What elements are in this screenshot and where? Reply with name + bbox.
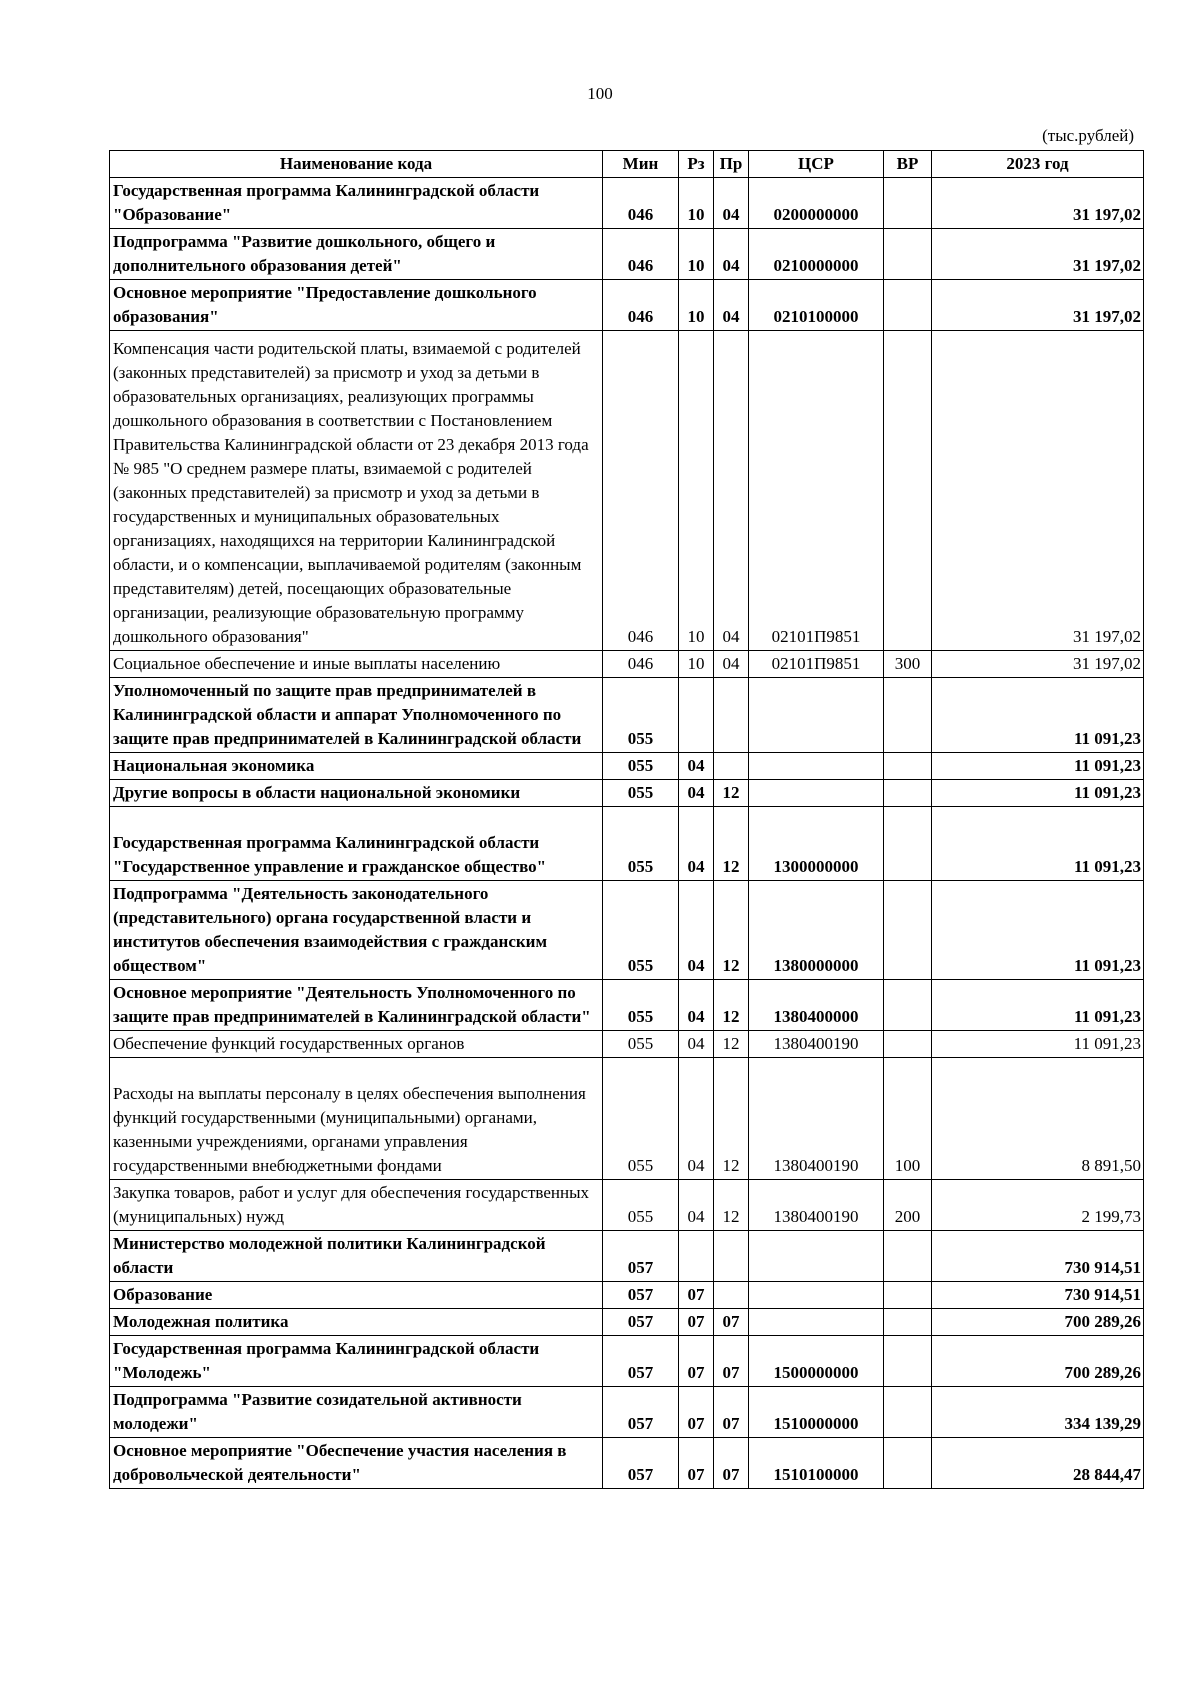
table-row bbox=[110, 1180, 1144, 1231]
cell-pr: 12 bbox=[714, 780, 749, 807]
cell-vr bbox=[884, 780, 932, 807]
table-row bbox=[110, 1231, 1144, 1282]
cell-vr bbox=[884, 881, 932, 980]
cell-pr: 12 bbox=[714, 1180, 749, 1231]
cell-name: Государственная программа Калининградской области "Государственное управление и гражданское общество" bbox=[110, 807, 603, 881]
cell-vr bbox=[884, 178, 932, 229]
cell-name: Образование bbox=[110, 1282, 603, 1309]
cell-min: 057 bbox=[603, 1282, 679, 1309]
table-row bbox=[110, 651, 1144, 678]
cell-name: Социальное обеспечение и иные выплаты населению bbox=[110, 651, 603, 678]
cell-amount: 31 197,02 bbox=[932, 331, 1144, 651]
cell-pr: 04 bbox=[714, 229, 749, 280]
cell-name: Обеспечение функций государственных органов bbox=[110, 1031, 603, 1058]
cell-name: Молодежная политика bbox=[110, 1309, 603, 1336]
cell-vr bbox=[884, 1282, 932, 1309]
cell-pr: 07 bbox=[714, 1438, 749, 1489]
cell-vr bbox=[884, 1438, 932, 1489]
cell-min: 055 bbox=[603, 780, 679, 807]
cell-rz: 04 bbox=[679, 1058, 714, 1180]
header-row bbox=[110, 151, 1144, 178]
cell-rz: 10 bbox=[679, 280, 714, 331]
cell-rz bbox=[679, 678, 714, 753]
cell-csr: 1500000000 bbox=[749, 1336, 884, 1387]
cell-csr: 02101П9851 bbox=[749, 651, 884, 678]
cell-name: Подпрограмма "Деятельность законодательного (представительного) органа государственной власти и институтов обеспечения взаимодействия с гражданским обществом" bbox=[110, 881, 603, 980]
cell-pr: 07 bbox=[714, 1309, 749, 1336]
cell-min: 046 bbox=[603, 229, 679, 280]
cell-min: 055 bbox=[603, 881, 679, 980]
cell-rz: 10 bbox=[679, 178, 714, 229]
cell-rz: 07 bbox=[679, 1309, 714, 1336]
cell-name: Подпрограмма "Развитие дошкольного, общего и дополнительного образования детей" bbox=[110, 229, 603, 280]
table-row bbox=[110, 1336, 1144, 1387]
cell-name: Уполномоченный по защите прав предпринимателей в Калининградской области и аппарат Уполномоченного по защите прав предпринимателей в Калининградской области bbox=[110, 678, 603, 753]
cell-amount: 31 197,02 bbox=[932, 229, 1144, 280]
cell-amount: 11 091,23 bbox=[932, 780, 1144, 807]
table-row bbox=[110, 331, 1144, 651]
cell-amount: 8 891,50 bbox=[932, 1058, 1144, 1180]
cell-name: Основное мероприятие "Деятельность Уполномоченного по защите прав предпринимателей в Калининградской области" bbox=[110, 980, 603, 1031]
cell-vr: 300 bbox=[884, 651, 932, 678]
cell-min: 046 bbox=[603, 178, 679, 229]
table-row bbox=[110, 780, 1144, 807]
cell-amount: 31 197,02 bbox=[932, 280, 1144, 331]
cell-csr: 1380000000 bbox=[749, 881, 884, 980]
cell-rz: 07 bbox=[679, 1336, 714, 1387]
cell-rz: 10 bbox=[679, 331, 714, 651]
header-name: Наименование кода bbox=[110, 151, 603, 178]
cell-min: 046 bbox=[603, 280, 679, 331]
cell-vr bbox=[884, 1031, 932, 1058]
cell-vr: 100 bbox=[884, 1058, 932, 1180]
cell-amount: 334 139,29 bbox=[932, 1387, 1144, 1438]
cell-pr bbox=[714, 678, 749, 753]
cell-csr bbox=[749, 1282, 884, 1309]
budget-table bbox=[109, 150, 1144, 1489]
cell-vr bbox=[884, 753, 932, 780]
cell-amount: 11 091,23 bbox=[932, 881, 1144, 980]
cell-name: Министерство молодежной политики Калининградской области bbox=[110, 1231, 603, 1282]
cell-name: Национальная экономика bbox=[110, 753, 603, 780]
cell-min: 055 bbox=[603, 980, 679, 1031]
cell-vr bbox=[884, 807, 932, 881]
cell-csr: 1510100000 bbox=[749, 1438, 884, 1489]
cell-min: 057 bbox=[603, 1387, 679, 1438]
cell-pr: 12 bbox=[714, 881, 749, 980]
cell-amount: 700 289,26 bbox=[932, 1309, 1144, 1336]
table-body bbox=[110, 178, 1144, 1489]
cell-pr bbox=[714, 753, 749, 780]
table-row bbox=[110, 807, 1144, 881]
cell-rz: 07 bbox=[679, 1438, 714, 1489]
table-row bbox=[110, 229, 1144, 280]
cell-name: Другие вопросы в области национальной экономики bbox=[110, 780, 603, 807]
cell-rz: 04 bbox=[679, 807, 714, 881]
cell-csr bbox=[749, 678, 884, 753]
header-min: Мин bbox=[603, 151, 679, 178]
cell-amount: 11 091,23 bbox=[932, 980, 1144, 1031]
cell-rz bbox=[679, 1231, 714, 1282]
cell-vr bbox=[884, 280, 932, 331]
cell-rz: 07 bbox=[679, 1282, 714, 1309]
table-row bbox=[110, 980, 1144, 1031]
cell-min: 055 bbox=[603, 678, 679, 753]
table-row bbox=[110, 881, 1144, 980]
cell-min: 057 bbox=[603, 1309, 679, 1336]
cell-amount: 31 197,02 bbox=[932, 178, 1144, 229]
cell-amount: 11 091,23 bbox=[932, 1031, 1144, 1058]
table-row bbox=[110, 678, 1144, 753]
cell-rz: 04 bbox=[679, 753, 714, 780]
header-rz: Рз bbox=[679, 151, 714, 178]
cell-vr bbox=[884, 229, 932, 280]
cell-pr bbox=[714, 1282, 749, 1309]
cell-rz: 04 bbox=[679, 780, 714, 807]
cell-min: 057 bbox=[603, 1231, 679, 1282]
cell-csr: 1380400190 bbox=[749, 1058, 884, 1180]
cell-vr bbox=[884, 1387, 932, 1438]
cell-min: 055 bbox=[603, 1058, 679, 1180]
cell-csr: 1380400190 bbox=[749, 1031, 884, 1058]
cell-min: 046 bbox=[603, 331, 679, 651]
header-year: 2023 год bbox=[932, 151, 1144, 178]
cell-csr: 1380400190 bbox=[749, 1180, 884, 1231]
cell-amount: 11 091,23 bbox=[932, 678, 1144, 753]
cell-amount: 2 199,73 bbox=[932, 1180, 1144, 1231]
cell-csr: 1510000000 bbox=[749, 1387, 884, 1438]
header-pr: Пр bbox=[714, 151, 749, 178]
cell-pr: 04 bbox=[714, 331, 749, 651]
cell-pr: 12 bbox=[714, 980, 749, 1031]
cell-csr bbox=[749, 1309, 884, 1336]
cell-amount: 28 844,47 bbox=[932, 1438, 1144, 1489]
cell-csr: 1380400000 bbox=[749, 980, 884, 1031]
units-label: (тыс.рублей) bbox=[1042, 126, 1134, 145]
cell-name: Подпрограмма "Развитие созидательной активности молодежи" bbox=[110, 1387, 603, 1438]
table-row bbox=[110, 280, 1144, 331]
table-row bbox=[110, 1387, 1144, 1438]
cell-min: 055 bbox=[603, 1031, 679, 1058]
header-csr: ЦСР bbox=[749, 151, 884, 178]
table-row bbox=[110, 753, 1144, 780]
cell-vr: 200 bbox=[884, 1180, 932, 1231]
cell-amount: 11 091,23 bbox=[932, 753, 1144, 780]
cell-rz: 04 bbox=[679, 881, 714, 980]
cell-pr: 04 bbox=[714, 178, 749, 229]
cell-min: 057 bbox=[603, 1336, 679, 1387]
cell-name: Основное мероприятие "Предоставление дошкольного образования" bbox=[110, 280, 603, 331]
cell-csr: 0210000000 bbox=[749, 229, 884, 280]
table-row bbox=[110, 1282, 1144, 1309]
cell-min: 046 bbox=[603, 651, 679, 678]
cell-pr: 04 bbox=[714, 280, 749, 331]
cell-csr: 1300000000 bbox=[749, 807, 884, 881]
cell-vr bbox=[884, 1336, 932, 1387]
table-row bbox=[110, 1309, 1144, 1336]
cell-min: 055 bbox=[603, 807, 679, 881]
cell-amount: 11 091,23 bbox=[932, 807, 1144, 881]
cell-amount: 31 197,02 bbox=[932, 651, 1144, 678]
table-row bbox=[110, 1031, 1144, 1058]
cell-pr: 07 bbox=[714, 1336, 749, 1387]
cell-vr bbox=[884, 980, 932, 1031]
page-number: 100 bbox=[587, 84, 613, 103]
cell-name: Компенсация части родительской платы, взимаемой с родителей (законных представителей) за присмотр и уход за детьми в образовательных организациях, реализующих программы дошкольного образования в соответствии с Постановлением Правительства Калининградской области от 23 декабря 2013 года № 985 "О среднем размере платы, взимаемой с родителей (законных представителей) за присмотр и уход за детьми в государственных и муниципальных образовательных организациях, находящихся на территории Калининградской области, и о компенсации, выплачиваемой родителям (законным представителям) детей, посещающих образовательные организации, реализующие образовательную программу дошкольного образования" bbox=[110, 331, 603, 651]
cell-rz: 04 bbox=[679, 1031, 714, 1058]
cell-vr bbox=[884, 1231, 932, 1282]
cell-pr bbox=[714, 1231, 749, 1282]
cell-rz: 04 bbox=[679, 1180, 714, 1231]
cell-csr bbox=[749, 780, 884, 807]
table-row bbox=[110, 1058, 1144, 1180]
cell-vr bbox=[884, 678, 932, 753]
table-row bbox=[110, 178, 1144, 229]
cell-amount: 730 914,51 bbox=[932, 1282, 1144, 1309]
cell-pr: 12 bbox=[714, 807, 749, 881]
cell-min: 057 bbox=[603, 1438, 679, 1489]
cell-pr: 12 bbox=[714, 1031, 749, 1058]
cell-pr: 07 bbox=[714, 1387, 749, 1438]
cell-rz: 10 bbox=[679, 651, 714, 678]
header-vr: ВР bbox=[884, 151, 932, 178]
table-row bbox=[110, 1438, 1144, 1489]
cell-csr bbox=[749, 753, 884, 780]
cell-csr: 0200000000 bbox=[749, 178, 884, 229]
cell-name: Государственная программа Калининградской области "Образование" bbox=[110, 178, 603, 229]
cell-min: 055 bbox=[603, 753, 679, 780]
cell-csr bbox=[749, 1231, 884, 1282]
cell-amount: 700 289,26 bbox=[932, 1336, 1144, 1387]
cell-vr bbox=[884, 1309, 932, 1336]
cell-pr: 04 bbox=[714, 651, 749, 678]
cell-min: 055 bbox=[603, 1180, 679, 1231]
cell-vr bbox=[884, 331, 932, 651]
cell-amount: 730 914,51 bbox=[932, 1231, 1144, 1282]
cell-name: Государственная программа Калининградской области "Молодежь" bbox=[110, 1336, 603, 1387]
cell-pr: 12 bbox=[714, 1058, 749, 1180]
cell-name: Расходы на выплаты персоналу в целях обеспечения выполнения функций государственными (муниципальными) органами, казенными учреждениями, органами управления государственными внебюджетными фондами bbox=[110, 1058, 603, 1180]
cell-csr: 02101П9851 bbox=[749, 331, 884, 651]
cell-rz: 07 bbox=[679, 1387, 714, 1438]
cell-rz: 04 bbox=[679, 980, 714, 1031]
cell-name: Закупка товаров, работ и услуг для обеспечения государственных (муниципальных) нужд bbox=[110, 1180, 603, 1231]
cell-name: Основное мероприятие "Обеспечение участия населения в добровольческой деятельности" bbox=[110, 1438, 603, 1489]
cell-csr: 0210100000 bbox=[749, 280, 884, 331]
cell-rz: 10 bbox=[679, 229, 714, 280]
